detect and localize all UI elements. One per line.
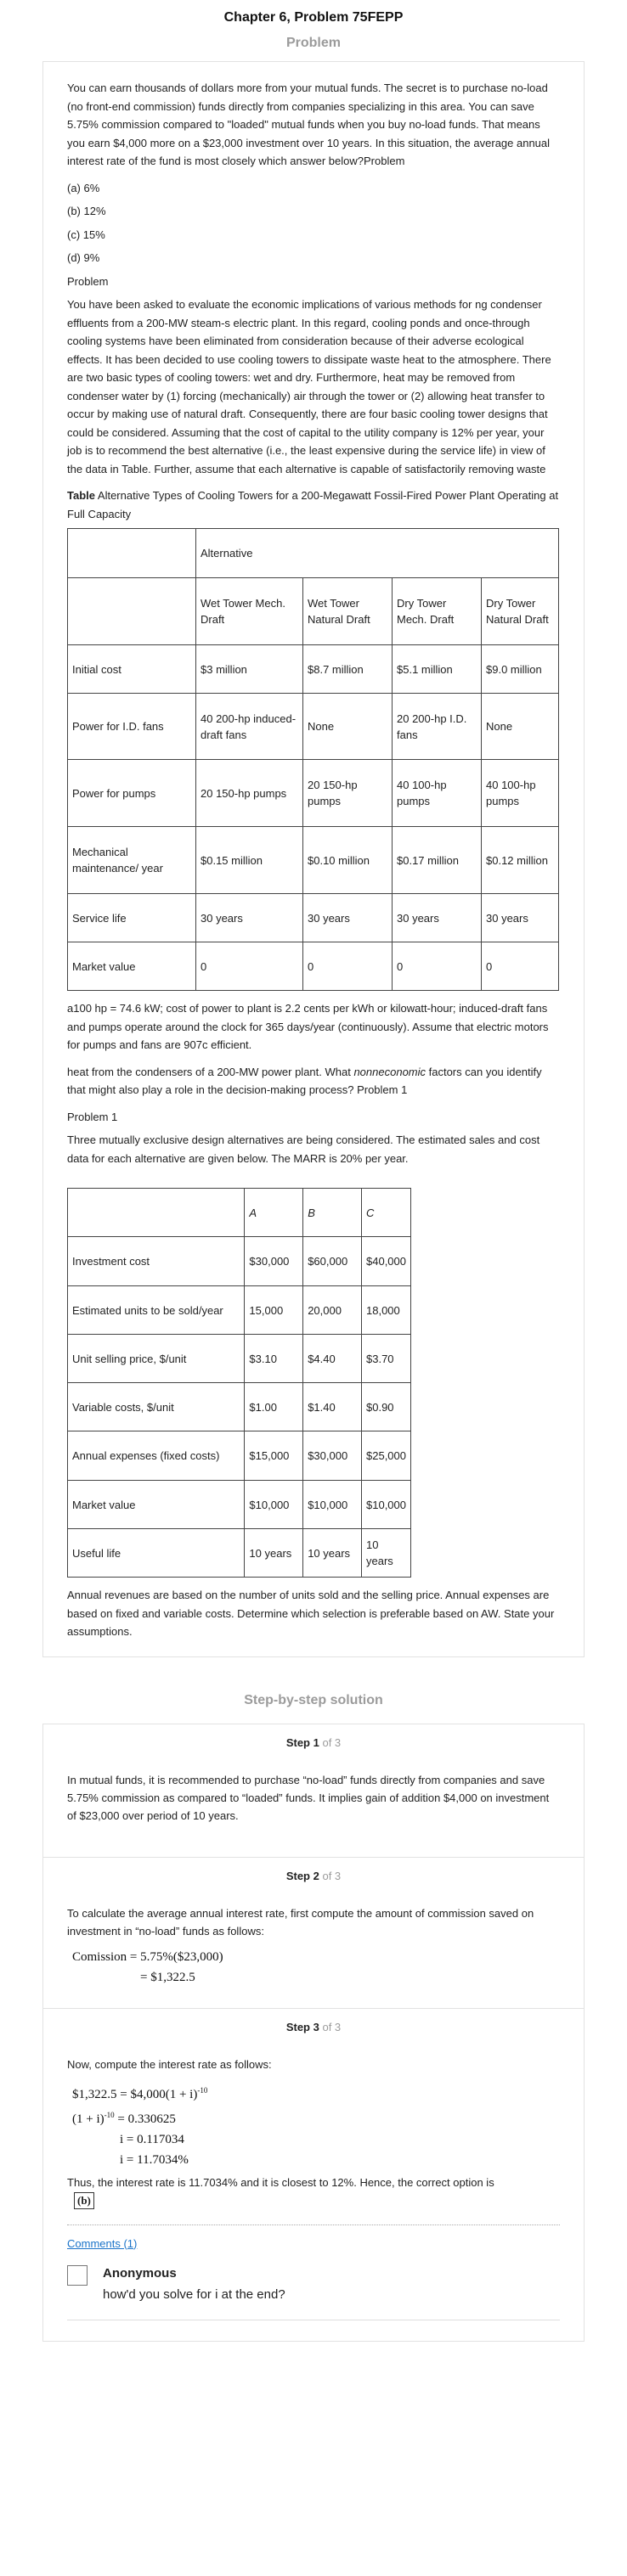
table-cell: 0	[303, 942, 393, 991]
step-header: Step 2 of 3	[285, 1869, 342, 1882]
option-c: (c) 15%	[67, 228, 105, 241]
table-cell-empty	[68, 529, 196, 578]
table-cell: 30 years	[393, 894, 482, 942]
step-text: Now, compute the interest rate as follows:	[67, 2057, 272, 2071]
table-cell: 0	[482, 942, 559, 991]
table-row-label: Estimated units to be sold/year	[68, 1286, 245, 1335]
table-cell: $10,000	[245, 1481, 303, 1529]
table-cell: 40 100-hp pumps	[393, 760, 482, 827]
table-cell: 40 100-hp pumps	[482, 760, 559, 827]
table-caption-text: Alternative Types of Cooling Towers for a 200-Megawatt Fossil-Fired Power Plant Operating at Full Capacity	[67, 489, 559, 520]
table-cell: None	[303, 694, 393, 760]
table-cell: $10,000	[303, 1481, 362, 1529]
table-cell: $0.15 million	[196, 827, 303, 894]
table-cell: $3.10	[245, 1335, 303, 1383]
table-cell: 15,000	[245, 1286, 303, 1335]
option-d: (d) 9%	[67, 251, 100, 264]
table-row-label: Market value	[68, 1481, 245, 1529]
table-cell-empty	[68, 578, 196, 645]
table-row-label: Useful life	[68, 1529, 245, 1578]
equation	[72, 1947, 560, 1988]
step-2	[43, 1857, 584, 2008]
table-row-label: Initial cost	[68, 645, 196, 694]
problem-heading: Problem	[285, 36, 341, 50]
equation-line: i = 0.117034	[120, 2132, 184, 2146]
table-row-label: Unit selling price, $/unit	[68, 1335, 245, 1383]
step-conclusion: Thus, the interest rate is 11.7034% and it is closest to 12%. Hence, the correct option is (b)	[67, 2174, 560, 2209]
table-cell: $0.90	[362, 1383, 411, 1431]
table-cell: 0	[393, 942, 482, 991]
equation-line: Comission = 5.75%($23,000)	[72, 1949, 223, 1964]
answer-box: (b)	[74, 2192, 94, 2209]
table-cell: 40 200-hp induced-draft fans	[196, 694, 303, 760]
step-3	[43, 2008, 584, 2341]
table-cell: $1.00	[245, 1383, 303, 1431]
table-cell: 30 years	[196, 894, 303, 942]
table-cell: $25,000	[362, 1431, 411, 1481]
table-cell: $30,000	[245, 1237, 303, 1286]
problem-1-label: Problem 1	[67, 1110, 118, 1123]
table-row-label: Variable costs, $/unit	[68, 1383, 245, 1431]
heat-text-emphasis: nonneconomic	[353, 1065, 426, 1078]
heat-text-part: factors can you identify that might also play a role in the decision-making process? Problem 1	[67, 1065, 542, 1096]
design-alternatives-table	[67, 1188, 411, 1578]
table-cell: None	[482, 694, 559, 760]
divider	[67, 2224, 560, 2225]
solution-card	[42, 1724, 585, 2342]
option-b: (b) 12%	[67, 205, 106, 217]
table-cell: $60,000	[303, 1237, 362, 1286]
table-row-label: Service life	[68, 894, 196, 942]
step-1	[43, 1724, 584, 1857]
table-cell: $4.40	[303, 1335, 362, 1383]
table-cell: 0	[196, 942, 303, 991]
table-row-label: Annual expenses (fixed costs)	[68, 1431, 245, 1481]
table-cell: $1.40	[303, 1383, 362, 1431]
step-text: In mutual funds, it is recommended to purchase “no-load” funds directly from companies and save 5.75% commission as compared to “loaded” funds. It implies gain of addition $4,000 on investment of $23,000 over period of 10 years.	[67, 1773, 550, 1822]
table-cell: $8.7 million	[303, 645, 393, 694]
equation-line: = $1,322.5	[140, 1970, 195, 1984]
table-row-label: Power for I.D. fans	[68, 694, 196, 760]
table-cell: 20 150-hp pumps	[196, 760, 303, 827]
option-a: (a) 6%	[67, 181, 100, 194]
table-column-header: B	[303, 1189, 362, 1237]
avatar	[67, 2265, 88, 2286]
table-cell: 30 years	[482, 894, 559, 942]
table-column-header: A	[245, 1189, 303, 1237]
problem-label: Problem	[67, 274, 109, 288]
problem-intro: You can earn thousands of dollars more from your mutual funds. The secret is to purchase no-load (no front-end commission) funds directly from companies specializing in this area. You can save 5.75% commission compared to "loaded" mutual funds when you buy no-load funds. That means you earn $4,000 more on a $23,000 investment over 10 years. In this situation, the average annual interest rate of the fund is most closely which answer below?Problem	[67, 82, 551, 167]
table-cell: 20 200-hp I.D. fans	[393, 694, 482, 760]
table-row-label: Investment cost	[68, 1237, 245, 1286]
step-header: Step 1 of 3	[285, 1735, 342, 1749]
equation-line: i = 11.7034%	[120, 2152, 189, 2167]
mutual-text: Three mutually exclusive design alternatives are being considered. The estimated sales and cost data for each alternative are given below. The MARR is 20% per year.	[67, 1133, 540, 1165]
cooling-towers-table	[67, 528, 559, 991]
table-cell: 10 years	[303, 1529, 362, 1578]
table-cell: 20,000	[303, 1286, 362, 1335]
comment-text: how'd you solve for i at the end?	[103, 2286, 285, 2302]
table-cell: $5.1 million	[393, 645, 482, 694]
solution-heading: Step-by-step solution	[244, 1692, 383, 1707]
table-row-label: Mechanical maintenance/ year	[68, 827, 196, 894]
comment	[67, 2265, 560, 2304]
equation-line: $(1 + i)^{-10} = 0.330625$	[72, 2110, 176, 2126]
heat-text	[67, 1063, 560, 1100]
table-cell: $0.12 million	[482, 827, 559, 894]
table-row-label: Power for pumps	[68, 760, 196, 827]
table-column-header: Wet Tower Natural Draft	[303, 578, 393, 645]
table-cell: $15,000	[245, 1431, 303, 1481]
table-cell: $40,000	[362, 1237, 411, 1286]
page-title: Chapter 6, Problem 75FEPP	[223, 10, 404, 25]
table-cell: $9.0 million	[482, 645, 559, 694]
table-cell: $3 million	[196, 645, 303, 694]
table-header-alternative: Alternative	[196, 529, 559, 578]
table-column-header: Wet Tower Mech. Draft	[196, 578, 303, 645]
heat-text-part: heat from the condensers of a 200-MW power plant. What	[67, 1065, 354, 1078]
table-cell: $0.17 million	[393, 827, 482, 894]
equation-line: $1,322.5 = $4,000(1 + i)$^{-10}$	[72, 2085, 208, 2101]
table-cell: 20 150-hp pumps	[303, 760, 393, 827]
step-header: Step 3 of 3	[285, 2020, 342, 2033]
table-column-header: Dry Tower Mech. Draft	[393, 578, 482, 645]
table-column-header: Dry Tower Natural Draft	[482, 578, 559, 645]
cooling-text: You have been asked to evaluate the economic implications of various methods for ng condenser effluents from a 200-MW steam-s electric plant. In this regard, cooling ponds and once-through cooling systems have been eliminated from consideration because of their adverse ecological effects. It has been decided to use cooling towers to dissipate waste heat to the atmosphere. There are two basic types of cooling towers: wet and dry. Furthermore, heat may be removed from condenser water by (1) forcing (mechanically) air through the tower or (2) allowing heat transfer to occur by making use of natural draft. Consequently, there are four basic cooling tower designs that could be considered. Assuming that the cost of capital to the utility company is 12% per year, your job is to recommend the best alternative (i.e., the least expensive during the service life) in view of the data in Table. Further, assume that each alternative is capable of satisfactorily removing waste	[67, 298, 551, 475]
comment-body	[103, 2265, 285, 2304]
comment-author: Anonymous	[103, 2265, 177, 2281]
table-row-label: Market value	[68, 942, 196, 991]
table-cell: 10 years	[245, 1529, 303, 1578]
comments-link[interactable]: Comments (1)	[67, 2236, 138, 2250]
table-cell: 30 years	[303, 894, 393, 942]
table-footnote: a100 hp = 74.6 kW; cost of power to plant is 2.2 cents per kWh or kilowatt-hour; induced-draft fans and pumps operate around the clock for 365 days/year (continuously). Assume that electric motors for pumps and fans are 907c efficient.	[67, 1002, 549, 1051]
table-column-header: C	[362, 1189, 411, 1237]
table-cell: $0.10 million	[303, 827, 393, 894]
closing-text: Annual revenues are based on the number of units sold and the selling price. Annual expenses are based on fixed and variable costs. Determine which selection is preferable based on AW. State your assumptions.	[67, 1589, 555, 1638]
table-cell: 10 years	[362, 1529, 411, 1578]
step-text: To calculate the average annual interest rate, first compute the amount of commission saved on investment in “no-load” funds as follows:	[67, 1906, 534, 1938]
table-cell-empty	[68, 1189, 245, 1237]
table-cell: $10,000	[362, 1481, 411, 1529]
equation	[72, 2080, 560, 2170]
table-caption	[67, 487, 560, 523]
table-cell: $3.70	[362, 1335, 411, 1383]
table-cell: $30,000	[303, 1431, 362, 1481]
problem-card	[42, 61, 585, 1657]
table-cell: 18,000	[362, 1286, 411, 1335]
table-caption-bold: Table	[67, 489, 95, 502]
